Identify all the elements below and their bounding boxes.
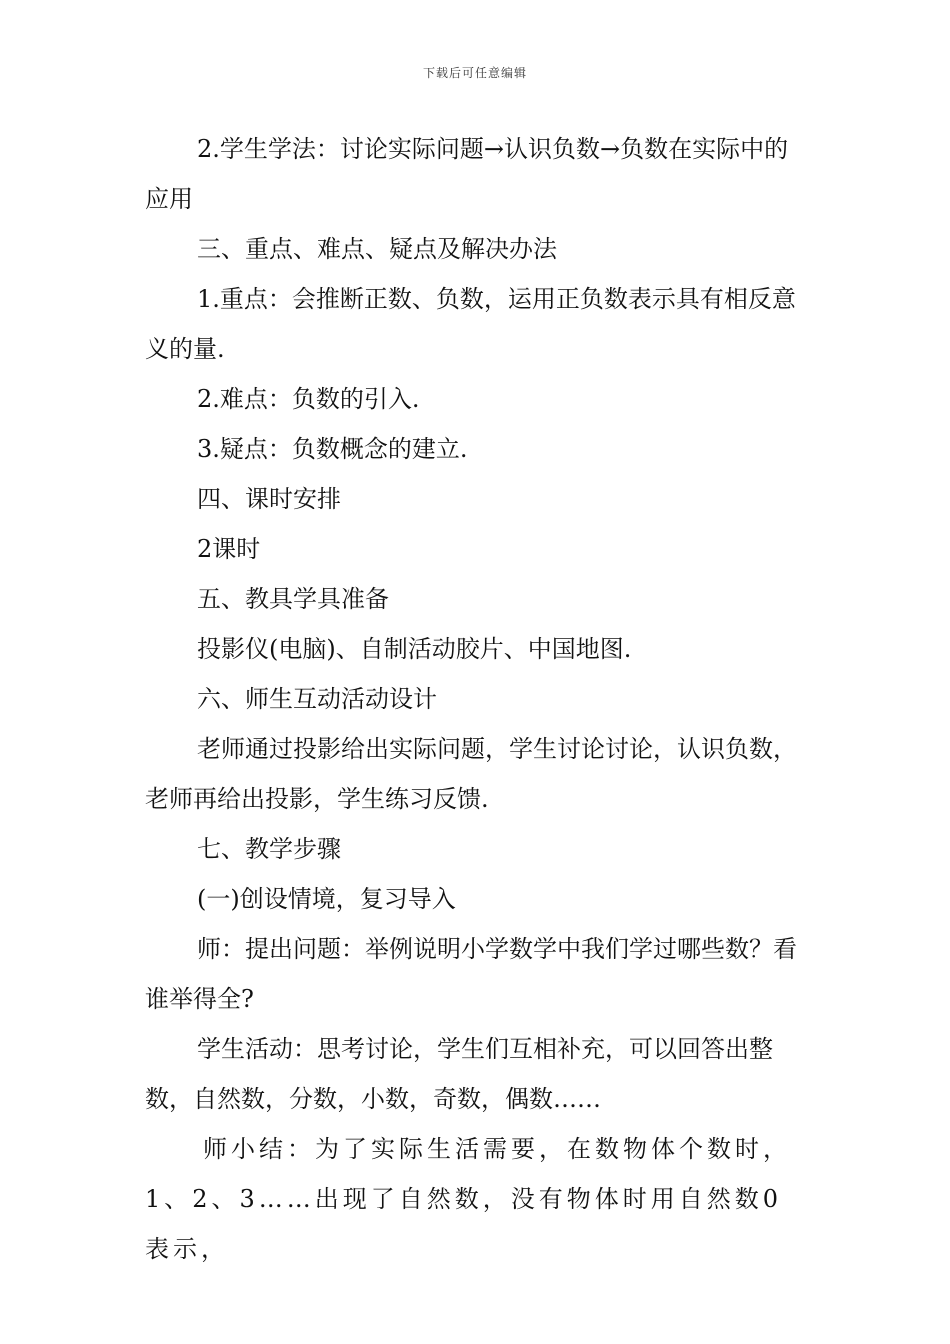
paragraph-schedule: 2课时 [197,535,261,563]
document-body [145,124,810,1274]
paragraph-study-method: 2.学生学法：讨论实际问题→认识负数→负数在实际中的应用 [145,135,789,213]
paragraph-key-point: 1.重点：会推断正数、负数，运用正负数表示具有相反意义的量. [145,285,796,363]
paragraph-materials: 投影仪(电脑)、自制活动胶片、中国地图. [197,635,632,663]
paragraph-student-activity: 学生活动：思考讨论，学生们互相补充，可以回答出整数，自然数，分数，小数，奇数，偶数…… [145,1035,773,1113]
heading-materials: 五、教具学具准备 [197,585,389,613]
heading-schedule: 四、课时安排 [197,485,341,513]
paragraph-difficulty: 2.难点：负数的引入. [197,385,420,413]
heading-teaching-steps: 七、教学步骤 [197,835,341,863]
heading-key-points: 三、重点、难点、疑点及解决办法 [197,235,557,263]
paragraph-doubt: 3.疑点：负数概念的建立. [197,435,468,463]
heading-activity-design: 六、师生互动活动设计 [197,685,437,713]
heading-step-one: (一)创设情境，复习导入 [197,885,456,913]
paragraph-activity-design: 老师通过投影给出实际问题，学生讨论讨论，认识负数，老师再给出投影，学生练习反馈. [145,735,797,813]
paragraph-teacher-question: 师：提出问题：举例说明小学数学中我们学过哪些数？看谁举得全? [145,935,797,1013]
paragraph-teacher-summary: 师小结：为了实际生活需要，在数物体个数时，1、2、3……出现了自然数，没有物体时用自然数0表示， [145,1135,791,1263]
page-header: 下载后可任意编辑 [422,66,527,80]
